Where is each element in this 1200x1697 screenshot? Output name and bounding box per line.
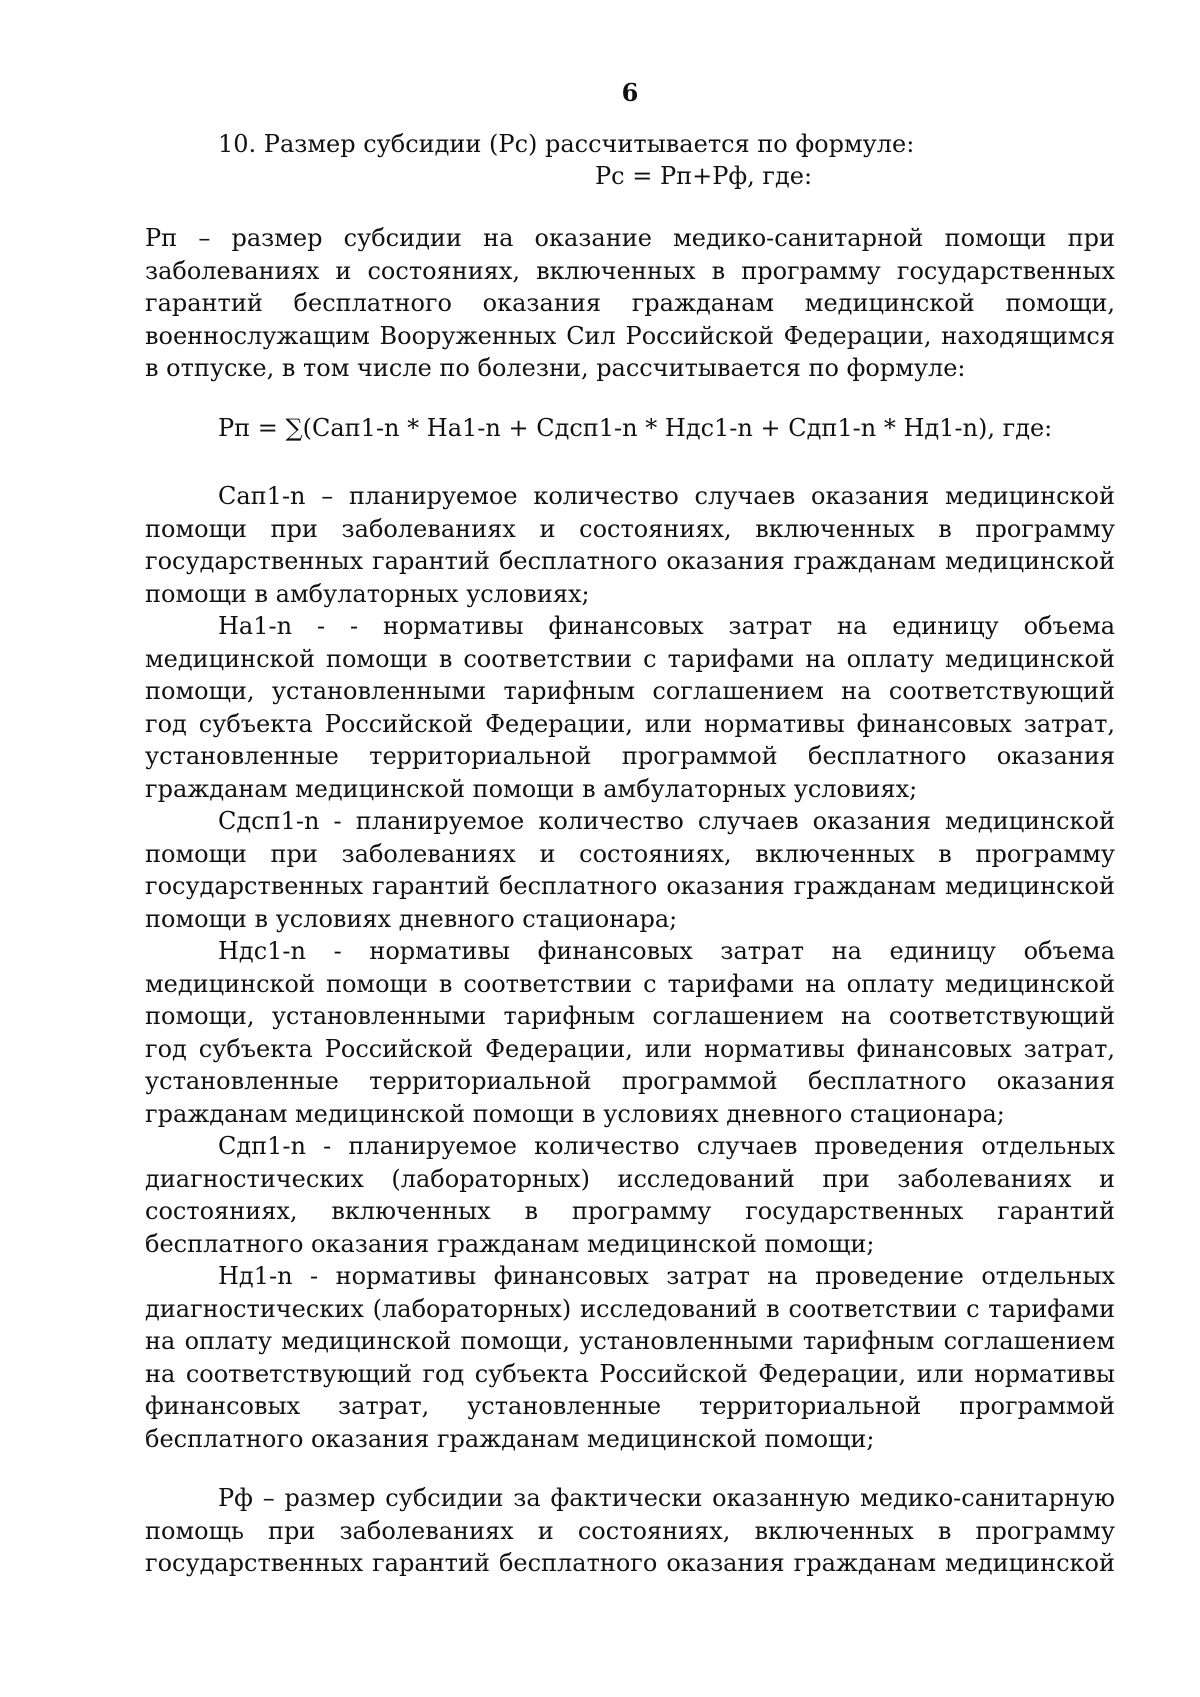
- rf-definition-line: помощь при заболеваниях и состояниях, включенных в программу: [145, 1516, 1115, 1545]
- definition-sdsp: Сдсп1-n - планируемое количество случаев оказания медицинской помощи при заболеваниях и состояниях, включенных в программу государственных гарантий бесплатного оказания гражданам медицинской помощи в условиях дневного стационара;: [145, 807, 1115, 933]
- rf-definition-line: государственных гарантий бесплатного оказания гражданам медицинской: [145, 1549, 1115, 1577]
- definition-sdp: Сдп1-n - планируемое количество случаев проведения отдельных диагностических (лабораторных) исследований при заболеваниях и состояниях, включенных в программу государственных гарантий бесплатного оказания гражданам медицинской помощи;: [145, 1132, 1115, 1258]
- rf-definition-paragraph: [145, 1482, 1115, 1580]
- definition-nds: Ндс1-n - нормативы финансовых затрат на единицу объема медицинской помощи в соответствии с тарифами на оплату медицинской помощи, установленными тарифным соглашением на соответствующий год субъекта Российской Федерации, или нормативы финансовых затрат, установленные территориальной программой бесплатного оказания гражданам медицинской помощи в условиях дневного стационара;: [145, 937, 1115, 1128]
- definition-nd: Нд1-n - нормативы финансовых затрат на проведение отдельных диагностических (лабораторных) исследований в соответствии с тарифами на оплату медицинской помощи, установленными тарифным соглашением на соответствующий год субъекта Российской Федерации, или нормативы финансовых затрат, установленные территориальной программой бесплатного оказания гражданам медицинской помощи;: [145, 1262, 1115, 1453]
- definitions-list: [145, 480, 1115, 1455]
- definition-sap: Сап1-n – планируемое количество случаев оказания медицинской помощи при заболеваниях и состояниях, включенных в программу государственных гарантий бесплатного оказания гражданам медицинской помощи в амбулаторных условиях;: [145, 482, 1115, 608]
- document-page: [145, 0, 1115, 1697]
- formula-rc: Рс = Рп+Рф, где:: [595, 162, 813, 190]
- intro-paragraph: 10. Размер субсидии (Рс) рассчитывается по формуле:: [218, 130, 915, 158]
- rp-definition-paragraph: Рп – размер субсидии на оказание медико-санитарной помощи при заболеваниях и состояниях, включенных в программу государственных гарантий бесплатного оказания гражданам медицинской помощи, военнослужащим Вооруженных Сил Российской Федерации, находящимся в отпуске, в том числе по болезни, рассчитывается по формуле:: [145, 224, 1115, 382]
- formula-rp: Рп = ∑(Сап1-n * На1-n + Сдсп1-n * Ндс1-n + Сдп1-n * Нд1-n), где:: [218, 414, 1053, 442]
- rf-definition-line: Рф – размер субсидии за фактически оказанную медико-санитарную: [218, 1484, 1115, 1512]
- definition-na: На1-n - - нормативы финансовых затрат на единицу объема медицинской помощи в соответствии с тарифами на оплату медицинской помощи, установленными тарифным соглашением на соответствующий год субъекта Российской Федерации, или нормативы финансовых затрат, установленные территориальной программой бесплатного оказания гражданам медицинской помощи в амбулаторных условиях;: [145, 612, 1115, 803]
- page-number: 6: [621, 78, 639, 107]
